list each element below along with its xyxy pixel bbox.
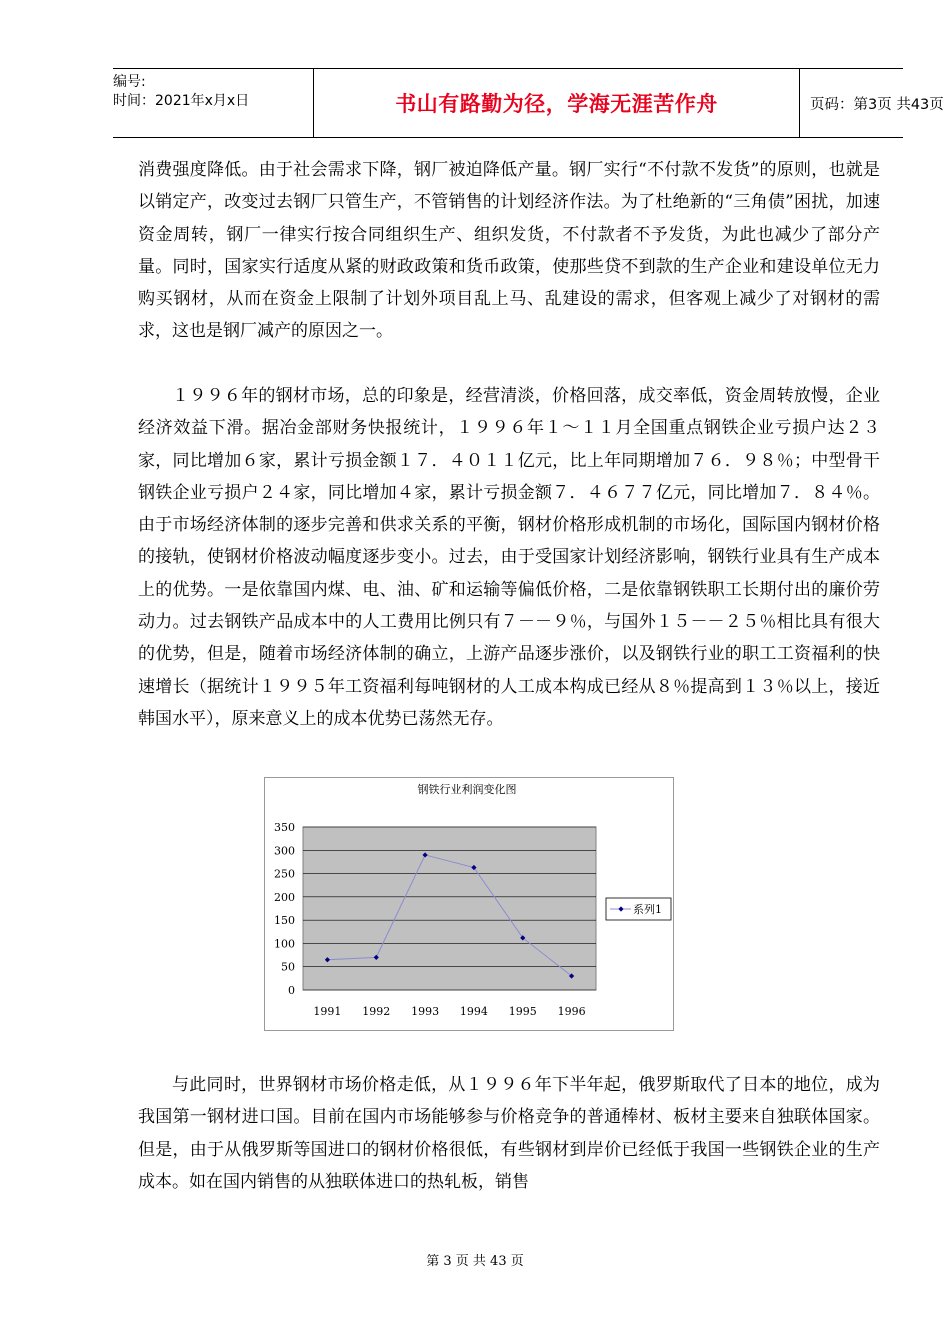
- y-tick-label: 50: [281, 960, 295, 974]
- profit-chart-svg: [265, 778, 673, 1030]
- x-tick-label: 1991: [313, 1005, 342, 1018]
- motto-text: 书山有路勤为径，学海无涯苦作舟: [395, 92, 718, 116]
- y-tick-label: 100: [274, 937, 295, 951]
- y-tick-label: 250: [274, 867, 295, 881]
- chart-title: 钢铁行业利润变化图: [417, 783, 517, 796]
- paragraph: 消费强度降低。由于社会需求下降，钢厂被迫降低产量。钢厂实行“不付款不发货”的原则，也就是以销定产，改变过去钢厂只管生产，不管销售的计划经济作法。为了杜绝新的“三角债”困扰，加速资金周转，钢厂一律实行按合同组织生产、组织发货，不付款者不予发货，为此也减少了部分产量。同时，国家实行适度从紧的财政政策和货币政策，使那些贷不到款的生产企业和建设单位无力购买钢材，从而在资金上限制了计划外项目乱上马、乱建设的需求，但客观上减少了对钢材的需求，这也是钢厂减产的原因之一。: [138, 160, 880, 342]
- page-number-label: 页码：第3页 共43页: [810, 96, 944, 113]
- header-meta: [113, 69, 313, 137]
- chart-legend: [606, 898, 671, 920]
- paragraph: 与此同时，世界钢材市场价格走低，从１９９６年下半年起，俄罗斯取代了日本的地位，成为我国第一钢材进口国。目前在国内市场能够参与价格竞争的普通棒材、板材主要来自独联体国家。但是，由于从俄罗斯等国进口的钢材价格很低，有些钢材到岸价已经低于我国一些钢铁企业的生产成本。如在国内销售的从独联体进口的热轧板，销售: [138, 1075, 880, 1192]
- page-header: [113, 68, 944, 138]
- y-tick-label: 200: [274, 890, 295, 904]
- header-page-cell: [800, 69, 944, 137]
- header-motto-cell: [313, 69, 800, 137]
- time-label: 时间：2021年x月x日: [113, 93, 250, 109]
- paragraph-steel-market-1996: [138, 380, 880, 735]
- x-tick-label: 1996: [557, 1005, 586, 1018]
- plot-area: [274, 821, 596, 1018]
- y-tick-label: 300: [274, 844, 295, 858]
- legend-label: 系列1: [633, 903, 662, 916]
- x-tick-label: 1995: [508, 1005, 537, 1018]
- paragraph-world-market: [138, 1069, 880, 1198]
- x-tick-label: 1994: [459, 1005, 488, 1018]
- paragraph: １９９６年的钢材市场，总的印象是，经营清淡，价格回落，成交率低，资金周转放慢，企业经济效益下滑。据冶金部财务快报统计，１９９６年１～１１月全国重点钢铁企业亏损户达２３家，同比增加６家，累计亏损金额１７．４０１１亿元，比上年同期增加７６．９８％；中型骨干钢铁企业亏损户２４家，同比增加４家，累计亏损金额７．４６７７亿元，同比增加７．８４％。由于市场经济体制的逐步完善和供求关系的平衡，钢材价格形成机制的市场化，国际国内钢材价格的接轨，使钢材价格波动幅度逐步变小。过去，由于受国家计划经济影响，钢铁行业具有生产成本上的优势。一是依靠国内煤、电、油、矿和运输等偏低价格，二是依靠钢铁职工长期付出的廉价劳动力。过去钢铁产品成本中的人工费用比例只有７－－９％，与国外１５－－２５％相比具有很大的优势，但是，随着市场经济体制的确立，上游产品逐步涨价，以及钢铁行业的职工工资福利的快速增长（据统计１９９５年工资福利每吨钢材的人工成本构成已经从８％提高到１３％以上，接近韩国水平），原来意义上的成本优势已荡然无存。: [138, 386, 880, 729]
- x-tick-label: 1992: [362, 1005, 391, 1018]
- x-tick-label: 1993: [411, 1005, 440, 1018]
- y-tick-label: 0: [288, 984, 295, 997]
- number-label: 编号:: [113, 74, 146, 90]
- footer-page-number: 第 3 页 共 43 页: [426, 1254, 524, 1269]
- profit-chart: [264, 777, 674, 1031]
- y-tick-label: 150: [274, 914, 295, 928]
- page-footer: [0, 1250, 950, 1269]
- paragraph-continuation: [138, 154, 880, 348]
- y-tick-label: 350: [274, 821, 295, 834]
- plot-background: [303, 827, 596, 990]
